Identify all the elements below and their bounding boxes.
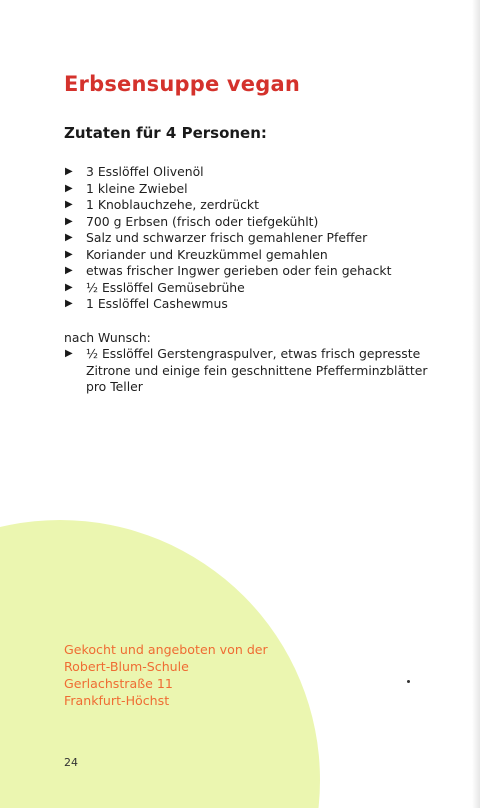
- ingredient-text: ½ Esslöffel Gemüsebrühe: [86, 279, 245, 295]
- page-number: 24: [64, 756, 78, 769]
- credit-block: [64, 641, 268, 709]
- street-address: Gerlachstraße 11: [64, 676, 173, 691]
- triangle-right-icon: ▶: [65, 166, 73, 177]
- ingredients-heading: Zutaten für 4 Personen:: [64, 124, 267, 142]
- ingredient-text: etwas frischer Ingwer gerieben oder fein gehackt: [86, 263, 392, 278]
- school-name: Robert-Blum-Schule: [64, 659, 189, 674]
- triangle-right-icon: ▶: [65, 348, 73, 359]
- scan-speck: [407, 680, 410, 683]
- triangle-right-icon: ▶: [65, 215, 73, 227]
- optional-label: nach Wunsch:: [64, 330, 151, 345]
- ingredients-list: [64, 164, 444, 313]
- list-item: [64, 346, 444, 396]
- ingredient-text: Koriander und Kreuzkümmel gemahlen: [86, 246, 328, 262]
- list-item: [64, 214, 444, 231]
- triangle-right-icon: ▶: [65, 248, 73, 260]
- triangle-right-icon: ▶: [65, 182, 73, 194]
- triangle-right-icon: ▶: [65, 281, 73, 293]
- list-item: [64, 164, 444, 181]
- list-item: [64, 197, 444, 214]
- ingredient-text: Salz und schwarzer frisch gemahlener Pfeffer: [86, 230, 368, 245]
- list-item: [64, 247, 444, 264]
- city: Frankfurt-Höchst: [64, 693, 170, 708]
- recipe-title: Erbsensuppe vegan: [64, 72, 300, 96]
- list-item: [64, 280, 444, 297]
- credit-line: Gekocht und angeboten von der: [64, 642, 268, 657]
- list-item: [64, 181, 444, 198]
- optional-extras-list: [64, 346, 444, 396]
- ingredient-text: 1 kleine Zwiebel: [86, 180, 188, 196]
- ingredient-text: 3 Esslöffel Olivenöl: [86, 164, 204, 179]
- page-edge-shadow: [472, 0, 480, 808]
- list-item: [64, 296, 444, 313]
- list-item: [64, 230, 444, 247]
- triangle-right-icon: ▶: [65, 199, 73, 210]
- triangle-right-icon: ▶: [65, 298, 73, 309]
- list-item: [64, 263, 444, 280]
- extra-text: ½ Esslöffel Gerstengraspulver, etwas frisch gepresste Zitrone und einige fein geschnittene Pfefferminzblätter pro Teller: [86, 346, 428, 394]
- ingredient-text: 700 g Erbsen (frisch oder tiefgekühlt): [86, 213, 319, 229]
- ingredient-text: 1 Knoblauchzehe, zerdrückt: [86, 197, 259, 212]
- triangle-right-icon: ▶: [65, 265, 73, 276]
- ingredient-text: 1 Esslöffel Cashewmus: [86, 296, 228, 311]
- triangle-right-icon: ▶: [65, 232, 73, 243]
